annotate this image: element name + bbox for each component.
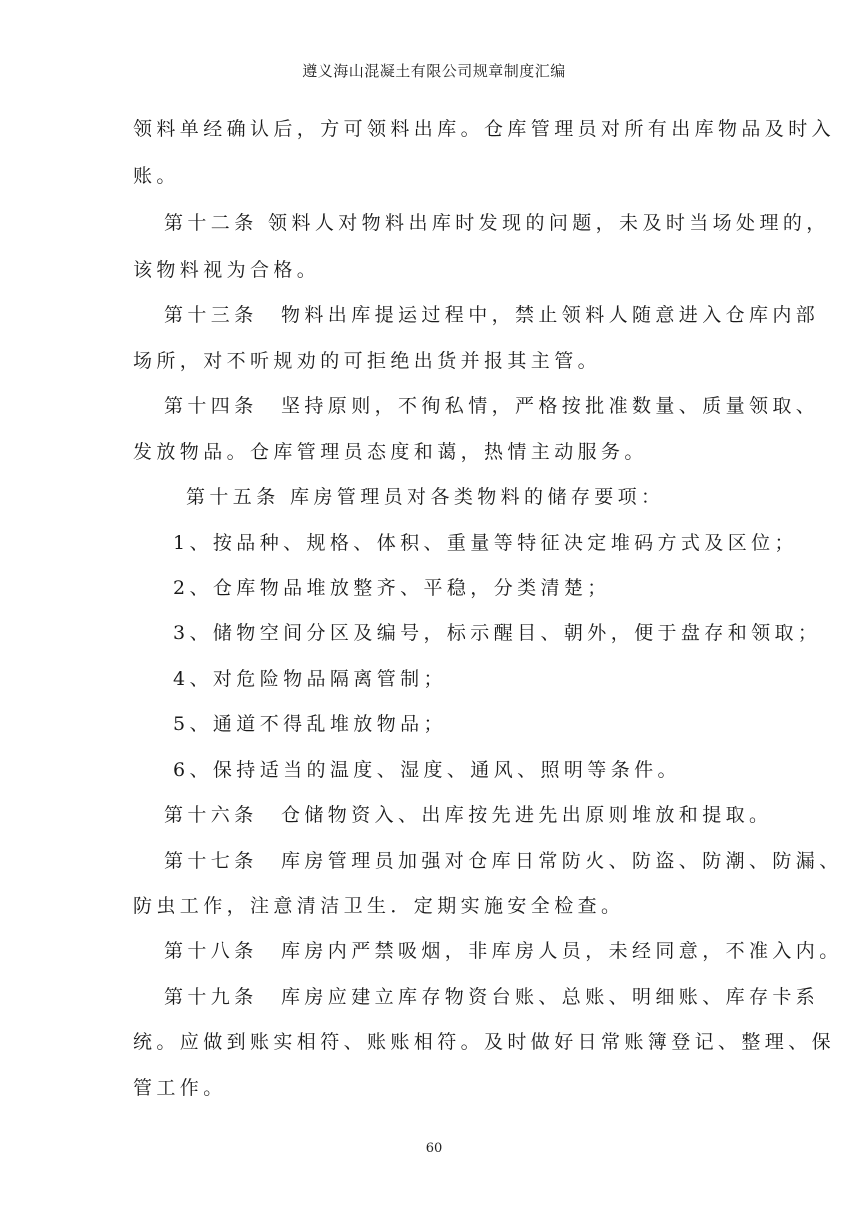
paragraph-line: 发放物品。仓库管理员态度和蔼，热情主动服务。 (133, 441, 648, 463)
paragraph-line: 管工作。 (133, 1077, 227, 1099)
article-14-heading-line: 第十四条 坚持原则，不徇私情，严格按批准数量、质量领取、 (164, 395, 820, 417)
paragraph-line: 防虫工作，注意清洁卫生．定期实施安全检查。 (133, 895, 625, 917)
paragraph-line: 该物料视为合格。 (133, 259, 321, 281)
article-16-heading-line: 第十六条 仓储物资入、出库按先进先出原则堆放和提取。 (164, 804, 773, 826)
article-17-heading-line: 第十七条 库房管理员加强对仓库日常防火、防盗、防潮、防漏、 (164, 850, 843, 872)
article-12-heading-line: 第十二条 领料人对物料出库时发现的问题，未及时当场处理的， (164, 212, 830, 234)
paragraph-line: 场所，对不听规劝的可拒绝出货并报其主管。 (133, 350, 602, 372)
list-item-1: 1、按品种、规格、体积、重量等特征决定堆码方式及区位； (173, 532, 798, 554)
paragraph-line: 账。 (133, 165, 180, 187)
page-number: 60 (425, 1141, 443, 1156)
page-header: 遵义海山混凝土有限公司规章制度汇编 (302, 62, 566, 80)
list-item-5: 5、通道不得乱堆放物品； (173, 713, 447, 735)
list-item-3: 3、储物空间分区及编号，标示醒目、朝外，便于盘存和领取； (173, 622, 822, 644)
list-item-2: 2、仓库物品堆放整齐、平稳，分类清楚； (173, 577, 611, 599)
list-item-6: 6、保持适当的温度、湿度、通风、照明等条件。 (173, 759, 681, 781)
list-item-4: 4、对危险物品隔离管制； (173, 668, 447, 690)
paragraph-line: 领料单经确认后，方可领料出库。仓库管理员对所有出库物品及时入 (133, 118, 836, 140)
paragraph-line: 统。应做到账实相符、账账相符。及时做好日常账簿登记、整理、保 (133, 1031, 836, 1053)
article-18-heading-line: 第十八条 库房内严禁吸烟，非库房人员，未经同意，不准入内。 (164, 940, 843, 962)
article-15-heading-line: 第十五条 库房管理员对各类物料的储存要项： (186, 486, 665, 508)
article-13-heading-line: 第十三条 物料出库提运过程中，禁止领料人随意进入仓库内部 (164, 304, 820, 326)
article-19-heading-line: 第十九条 库房应建立库存物资台账、总账、明细账、库存卡系 (164, 986, 820, 1008)
